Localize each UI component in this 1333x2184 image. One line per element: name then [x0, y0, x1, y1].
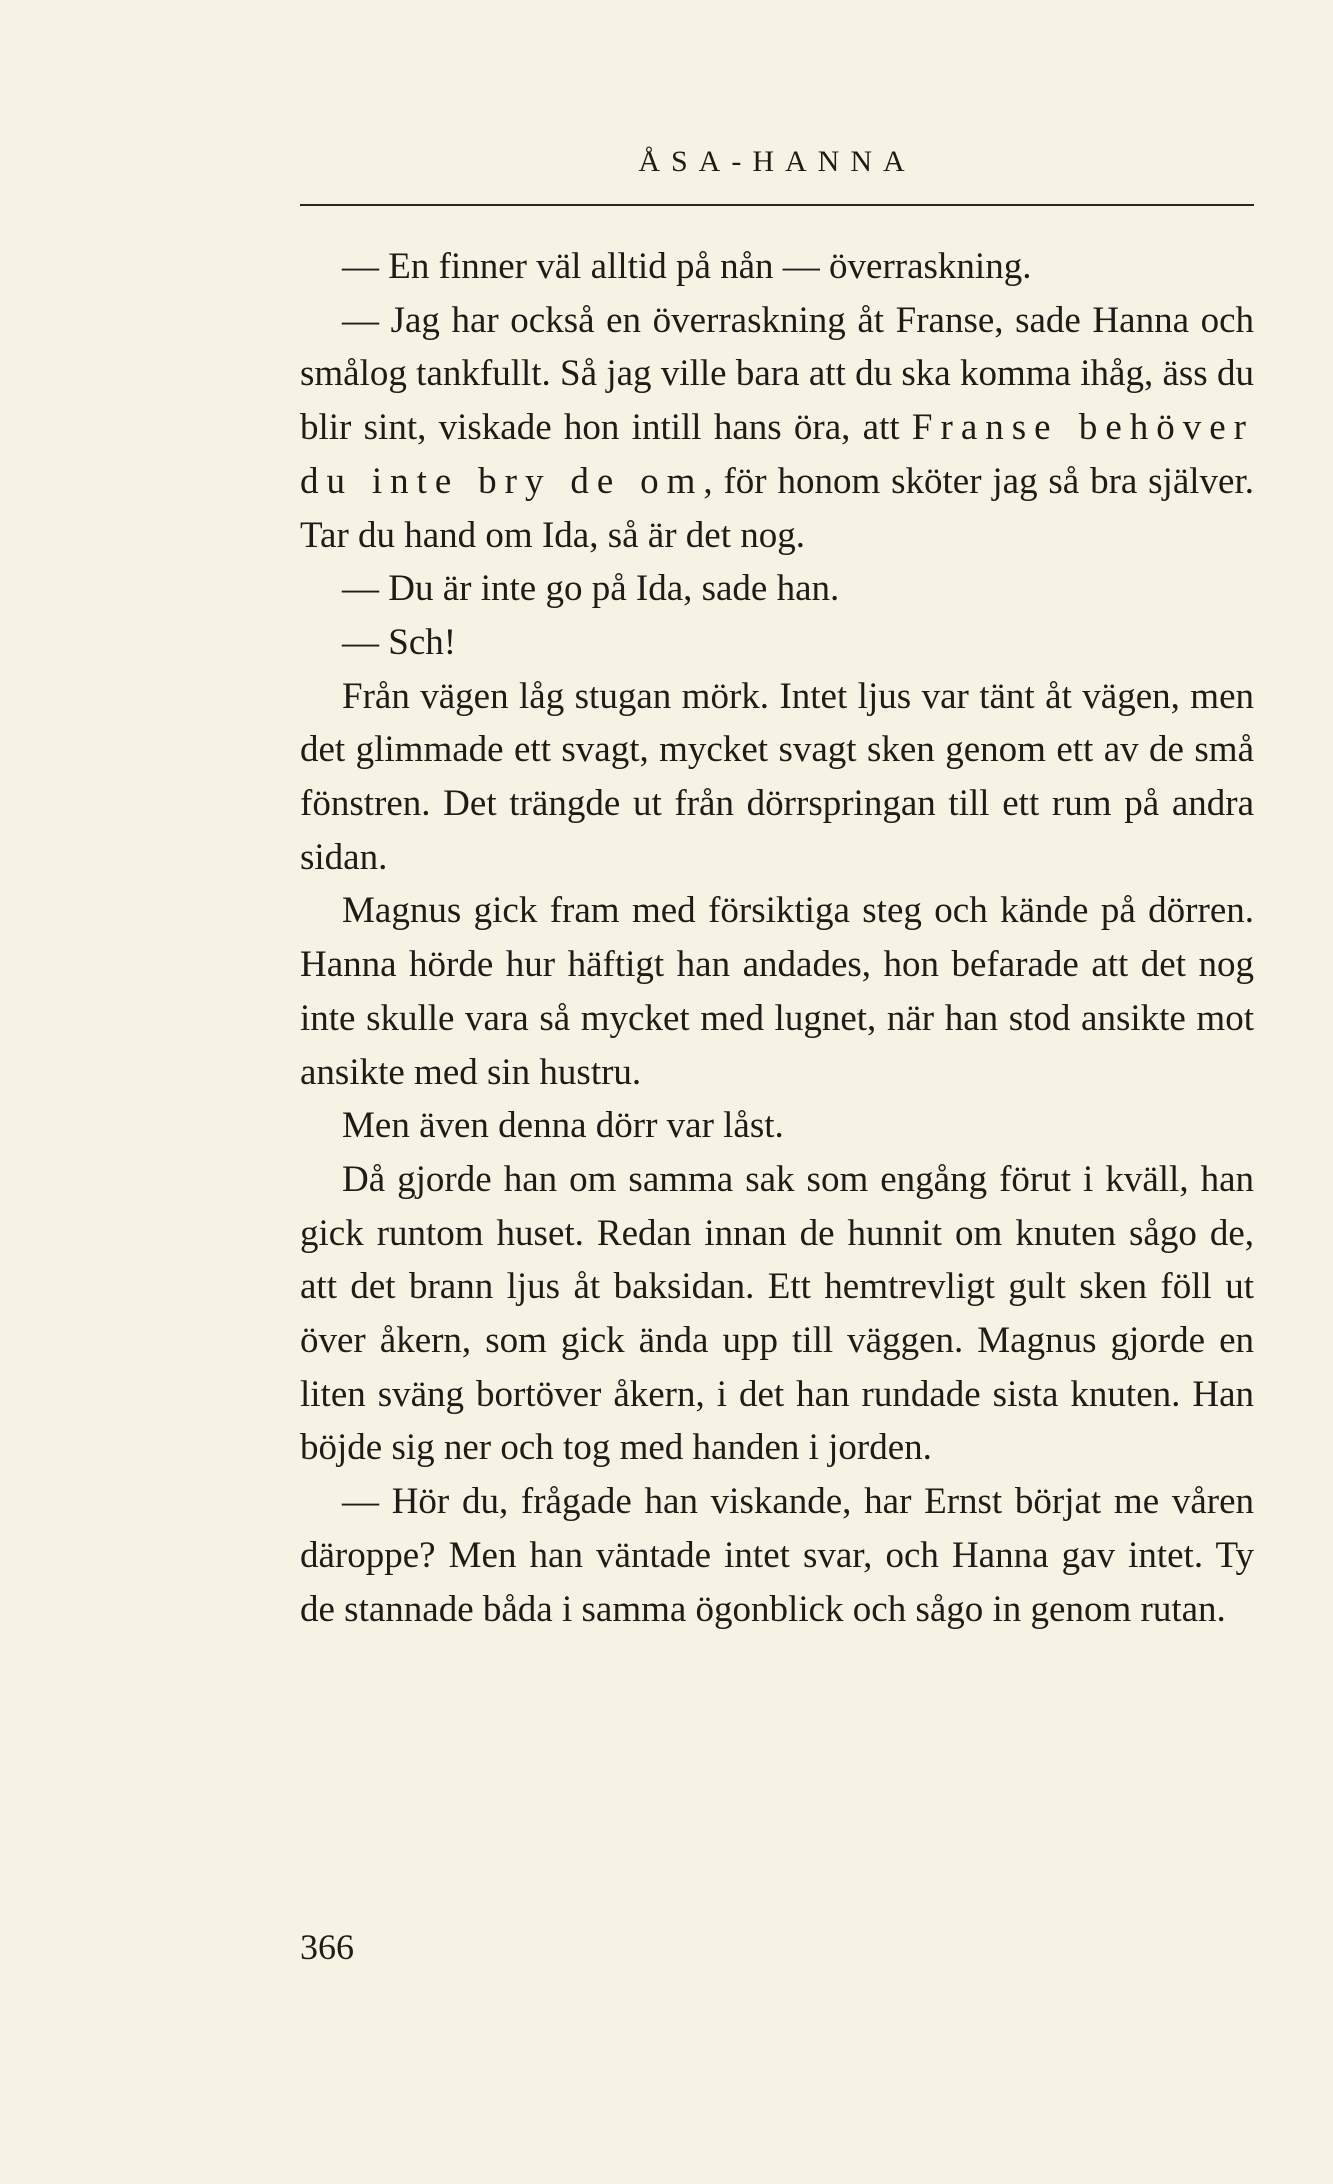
paragraph-2	[300, 294, 1254, 563]
paragraph-9: — Hör du, frågade han viskande, har Ernst börjat me våren däroppe? Men han väntade intet svar, och Hanna gav intet. Ty de stannade båda i samma ögonblick och sågo in genom rutan.	[300, 1481, 1254, 1630]
body-text	[300, 240, 1254, 1636]
running-header: ÅSA-HANNA	[638, 145, 916, 178]
paragraph-2-part-a: — Jag har också en överraskning åt Franse, sade Hanna och smålog tankfullt. Så jag ville bara att du ska komma ihåg, äss du blir sint, viskade hon intill hans öra, att	[300, 299, 1254, 449]
paragraph-1: — En finner väl alltid på nån — överraskning.	[342, 246, 1032, 287]
paragraph-5: Från vägen låg stugan mörk. Intet ljus var tänt åt vägen, men det glimmade ett svagt, mycket svagt sken genom ett av de små fönstren. Det trängde ut från dörrspringan till ett rum på andra sidan.	[300, 675, 1254, 878]
paragraph-6: Magnus gick fram med försiktiga steg och kände på dörren. Hanna hörde hur häftigt han andades, hon befarade att det nog inte skulle vara så mycket med lugnet, när han stod ansikte mot ansikte med sin hustru.	[300, 890, 1254, 1093]
header-rule	[300, 204, 1254, 206]
page-number: 366	[300, 1927, 354, 1967]
paragraph-7: Men även denna dörr var låst.	[342, 1105, 784, 1147]
paragraph-3: — Du är inte go på Ida, sade han.	[342, 568, 840, 610]
paragraph-8: Då gjorde han om samma sak som engång förut i kväll, han gick runtom huset. Redan innan de hunnit om knuten sågo de, att det brann ljus åt baksidan. Ett hemtrevligt gult sken föll ut över åkern, som gick ända upp till väggen. Magnus gjorde en liten sväng bortöver åkern, i det han rundade sista knuten. Han böjde sig ner och tog med handen i jorden.	[300, 1158, 1254, 1469]
paragraph-4: — Sch!	[342, 621, 457, 663]
paragraph-2-part-b: , för honom sköter jag så bra själver. Tar du hand om Ida, så är det nog.	[300, 460, 1254, 556]
paragraph-2-spaced-emphasis: Franse behöver du inte bry de om	[300, 407, 1254, 502]
